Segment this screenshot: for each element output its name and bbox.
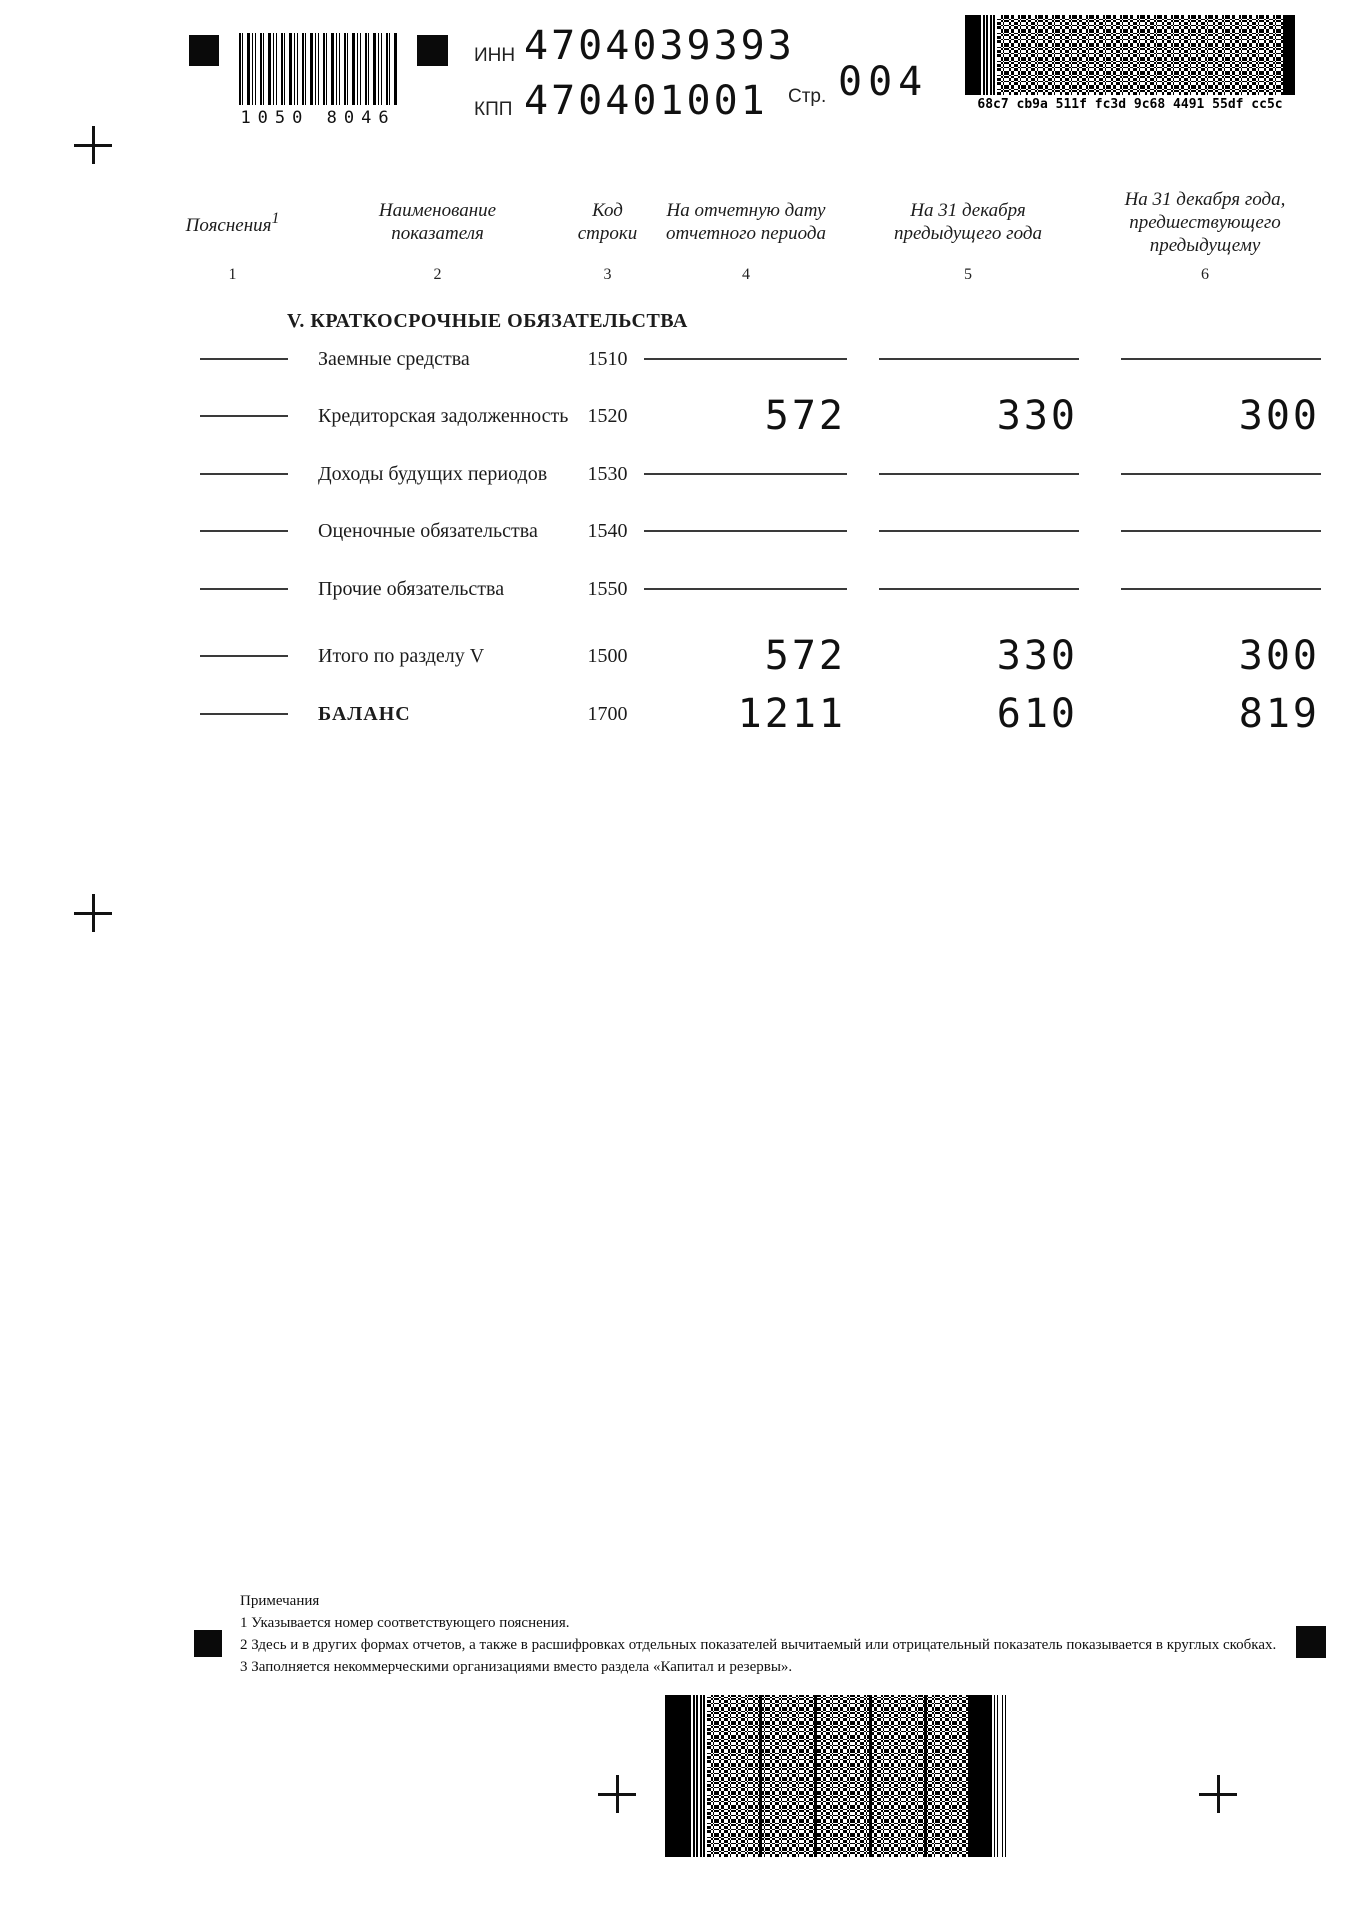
column-number-1: 1 [228, 266, 237, 283]
row-code: 1530 [587, 462, 628, 485]
column-header-report-date: На отчетную дату отчетного периода [665, 200, 827, 244]
page-number-value: 004 [838, 59, 929, 105]
column-header-year-before-prev: На 31 декабря года, предшествующего предыдущему [1124, 188, 1286, 256]
row-value-report-date: 572 [764, 633, 846, 679]
row-name: Кредиторская задолженность [318, 404, 569, 427]
row-code: 1500 [587, 644, 628, 667]
registration-mark-bottom-right [1199, 1775, 1237, 1813]
blank-value-line [852, 459, 1084, 489]
blank-value-line [1084, 574, 1326, 604]
inn-value: 4704039393 [524, 23, 795, 69]
section-title: V. КРАТКОСРОЧНЫЕ ОБЯЗАТЕЛЬСТВА [287, 310, 688, 332]
column-numbers-row [165, 266, 1326, 284]
row-explanation-dash [165, 713, 300, 715]
table-row-1520 [165, 393, 1326, 439]
blank-value-line [852, 516, 1084, 546]
row-explanation-dash [165, 588, 300, 590]
row-name: Заемные средства [318, 347, 470, 370]
table-row-1700 [165, 691, 1326, 737]
row-explanation-dash [165, 415, 300, 417]
row-name: БАЛАНС [318, 702, 411, 725]
row-explanation-dash [165, 655, 300, 657]
row-value-prev-year: 330 [996, 633, 1078, 679]
form-linear-barcode [239, 33, 397, 105]
row-code: 1510 [587, 347, 628, 370]
row-explanation-dash [165, 358, 300, 360]
kpp-value: 470401001 [524, 78, 768, 124]
notes-square-left [194, 1630, 222, 1657]
row-name: Доходы будущих периодов [318, 462, 548, 485]
row-value-year-before-prev: 819 [1238, 691, 1320, 737]
table-header [165, 187, 1326, 257]
row-name: Итого по разделу V [318, 644, 485, 667]
notes-square-right [1296, 1626, 1326, 1658]
pdf417-barcode-bottom [665, 1695, 1006, 1857]
row-code: 1700 [587, 702, 628, 725]
footnotes [240, 1590, 1300, 1678]
column-header-line-code: Код строки [577, 200, 638, 244]
row-explanation-dash [165, 530, 300, 532]
page-number-label: Стр. [788, 86, 827, 107]
notes-title: Примечания [240, 1593, 320, 1609]
form-barcode-caption: 1050 8046 [240, 108, 396, 128]
blank-value-line [640, 574, 852, 604]
row-name: Оценочные обязательства [318, 519, 538, 542]
blank-value-line [640, 459, 852, 489]
column-number-2: 2 [433, 266, 442, 283]
column-header-prev-year: На 31 декабря предыдущего года [894, 200, 1042, 244]
row-code: 1520 [587, 404, 628, 427]
row-value-prev-year: 330 [996, 393, 1078, 439]
row-code: 1540 [587, 519, 628, 542]
note-item-1: 1 Указывается номер соответствующего пояснения. [240, 1615, 570, 1631]
row-value-prev-year: 610 [996, 691, 1078, 737]
column-number-4: 4 [742, 266, 750, 283]
row-name: Прочие обязательства [318, 577, 505, 600]
column-header-indicator-name: Наименование показателя [378, 200, 497, 244]
column-header-explanations: Пояснения$^1$ [185, 210, 280, 236]
blank-value-line [852, 574, 1084, 604]
note-item-3: 3 Заполняется некоммерческими организациями вместо раздела «Капитал и резервы». [240, 1659, 793, 1675]
table-row-1550 [165, 574, 1326, 604]
blank-value-line [852, 344, 1084, 374]
row-value-year-before-prev: 300 [1238, 393, 1320, 439]
table-row-1500 [165, 633, 1326, 679]
row-code: 1550 [587, 577, 628, 600]
registration-mark-top-left [74, 126, 112, 164]
blank-value-line [640, 516, 852, 546]
registration-mark-bottom-left [598, 1775, 636, 1813]
barcode-hex-caption: 68c7 cb9a 511f fc3d 9c68 4491 55df cc5c [977, 97, 1283, 112]
column-number-6: 6 [1201, 266, 1209, 283]
blank-value-line [1084, 516, 1326, 546]
row-value-report-date: 572 [764, 393, 846, 439]
table-row-1540 [165, 516, 1326, 546]
corner-square-right [417, 35, 448, 66]
corner-square-left [189, 35, 219, 66]
registration-mark-middle-left [74, 894, 112, 932]
blank-value-line [1084, 344, 1326, 374]
column-number-5: 5 [964, 266, 972, 283]
blank-value-line [640, 344, 852, 374]
inn-label: ИНН [474, 45, 516, 66]
note-item-2: 2 Здесь и в других формах отчетов, а также в расшифровках отдельных показателей вычитаемый или отрицательный показатель показывается в круглых скобках. [240, 1637, 1277, 1653]
row-value-report-date: 1211 [737, 691, 846, 737]
row-explanation-dash [165, 473, 300, 475]
row-value-year-before-prev: 300 [1238, 633, 1320, 679]
table-row-1510 [165, 344, 1326, 374]
kpp-label: КПП [474, 99, 513, 120]
pdf417-barcode-top [965, 15, 1295, 95]
column-number-3: 3 [603, 266, 612, 283]
blank-value-line [1084, 459, 1326, 489]
table-row-1530 [165, 459, 1326, 489]
